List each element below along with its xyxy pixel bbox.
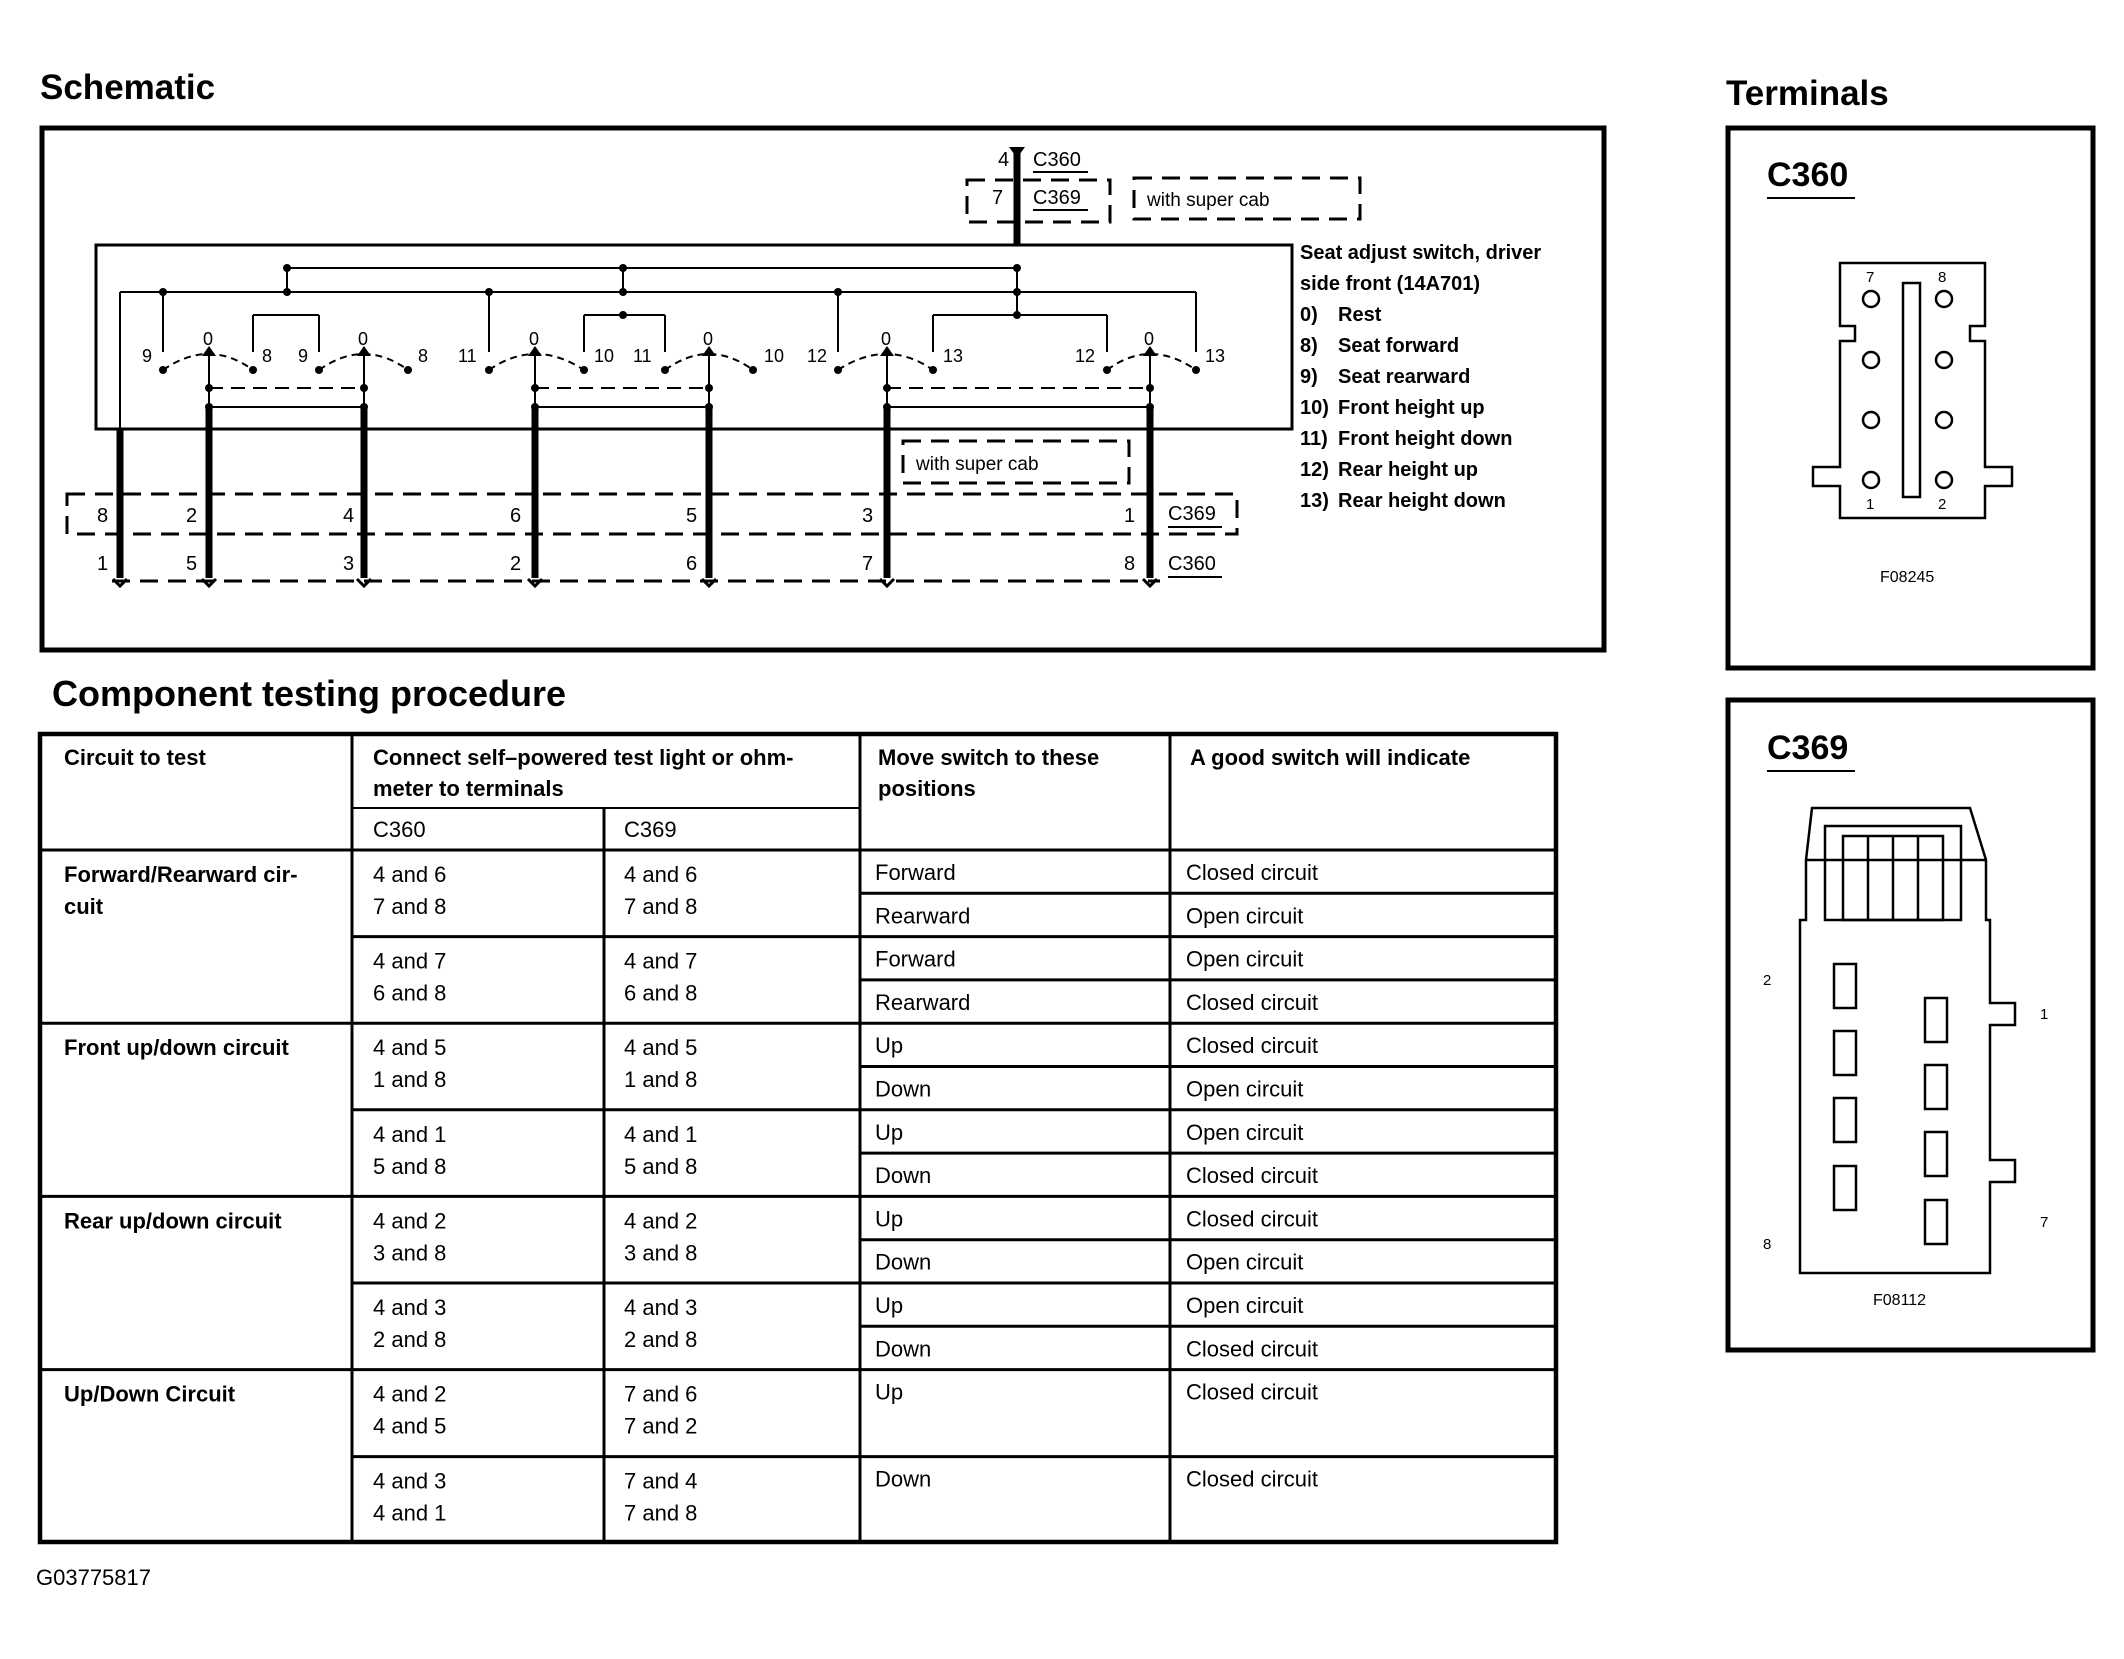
harness-wire	[202, 407, 216, 586]
c360-terminals: 4 and 1	[373, 1121, 447, 1147]
switch-label-right: 13	[943, 346, 964, 366]
switch-position: Up	[875, 1119, 904, 1145]
top-connector-c369	[967, 180, 1110, 222]
header-move: Move switch to these	[878, 745, 1100, 770]
switch-result: Closed circuit	[1186, 1033, 1319, 1059]
switch-position: Down	[875, 1249, 932, 1275]
position-label: Front height up	[1338, 397, 1485, 419]
super-cab-box-middle	[903, 441, 1129, 483]
c360-pin-1: 1	[1866, 496, 1875, 513]
c360-figure-id: F08245	[1880, 569, 1935, 586]
terminal-c369	[1728, 700, 2093, 1350]
switch-desc-line-1: Seat adjust switch, driver	[1300, 242, 1542, 264]
table-group	[64, 1206, 1556, 1361]
switch-position: Up	[875, 1206, 904, 1232]
top-c360-pin: 4	[998, 149, 1010, 171]
harness-wire	[357, 407, 371, 586]
c369-terminals: 4 and 3	[624, 1295, 698, 1320]
switch-position: Up	[875, 1379, 904, 1405]
c369-connector-outline	[1800, 808, 2015, 1273]
c360-terminals: 4 and 6	[373, 862, 447, 887]
switch-result: Closed circuit	[1186, 989, 1319, 1015]
switch-label-rest: 0	[203, 329, 214, 349]
circuit-name: Front up/down circuit	[64, 1035, 289, 1061]
table-row	[352, 1206, 1556, 1283]
c360-connector-outline	[1813, 263, 2012, 518]
switch-position: Down	[875, 1163, 932, 1189]
c360-terminals: 3 and 8	[373, 1240, 447, 1266]
c360-terminals: 4 and 5	[373, 1413, 447, 1439]
switch-result: Closed circuit	[1186, 1163, 1319, 1189]
switch-group	[633, 329, 784, 411]
position-number: 12)	[1300, 459, 1329, 481]
header-circuit: Circuit to test	[64, 745, 206, 770]
c360-row-pin: 8	[1124, 553, 1136, 575]
header-move: positions	[878, 776, 976, 801]
circuit-name: Rear up/down circuit	[64, 1208, 282, 1234]
switch-label-right: 10	[764, 346, 785, 366]
c369-terminals: 7 and 2	[624, 1413, 698, 1439]
c360-terminals: 4 and 1	[373, 1500, 447, 1526]
c360-row-pin: 1	[97, 553, 109, 575]
switch-result: Closed circuit	[1186, 1466, 1319, 1492]
terminals-title: Terminals	[1726, 74, 1889, 113]
schematic-title: Schematic	[40, 68, 216, 107]
c360-row-pin: 6	[686, 553, 698, 575]
switch-position: Rearward	[875, 903, 971, 929]
c360-row	[112, 553, 1222, 581]
switch-groups	[142, 329, 1225, 411]
table-row	[352, 1380, 1556, 1457]
c369-terminal-title: C369	[1767, 729, 1849, 767]
harness-wire	[528, 407, 542, 586]
switch-label-rest: 0	[1144, 329, 1155, 349]
position-label: Seat rearward	[1338, 366, 1471, 388]
c369-terminals: 4 and 7	[624, 948, 698, 974]
table-row	[352, 1033, 1556, 1110]
table-row	[373, 1467, 1318, 1526]
terminals-section	[1726, 74, 2093, 1350]
c369-row-pin: 1	[1124, 505, 1136, 527]
c360-terminals: 6 and 8	[373, 980, 447, 1006]
position-number: 13)	[1300, 490, 1329, 512]
top-c369-pin: 7	[992, 187, 1004, 209]
header-c360: C360	[373, 817, 426, 842]
c369-terminals: 4 and 5	[624, 1035, 698, 1061]
c360-terminals: 4 and 2	[373, 1208, 447, 1234]
c369-terminals: 4 and 1	[624, 1121, 698, 1147]
harness-wire	[113, 429, 127, 586]
c369-pin-2: 2	[1763, 972, 1772, 989]
c360-terminals: 4 and 7	[373, 948, 447, 974]
switch-label-left: 11	[633, 346, 652, 366]
harness-wire	[702, 407, 716, 586]
c369-pin-8: 8	[1763, 1236, 1772, 1253]
switch-position: Up	[875, 1293, 904, 1318]
c360-row-pin: 5	[186, 553, 198, 575]
c360-row-pin: 3	[343, 553, 355, 575]
c369-terminals: 7 and 4	[624, 1468, 698, 1494]
switch-label-rest: 0	[881, 329, 892, 349]
switch-bus	[120, 268, 1196, 570]
testing-section	[40, 673, 1556, 1542]
switch-group	[807, 329, 963, 411]
switch-result: Closed circuit	[1186, 1336, 1319, 1362]
table-group	[64, 860, 1556, 1015]
c369-row-pin: 8	[97, 505, 109, 527]
c360-terminals: 7 and 8	[373, 894, 447, 919]
position-label: Rear height down	[1338, 490, 1506, 512]
c369-terminals: 4 and 6	[624, 862, 698, 887]
switch-label-right: 8	[418, 346, 429, 366]
c369-pin-1: 1	[2040, 1006, 2049, 1023]
c369-row-pin: 6	[510, 505, 522, 527]
c369-terminals: 2 and 8	[624, 1327, 698, 1352]
switch-group	[1075, 329, 1225, 411]
table-group	[64, 1380, 1556, 1526]
c360-pin-7: 7	[1866, 269, 1875, 286]
table-row	[352, 860, 1556, 937]
switch-label-left: 9	[142, 346, 153, 366]
switch-description	[1300, 242, 1541, 295]
c360-terminals: 2 and 8	[373, 1327, 447, 1352]
c360-row-pin: 7	[862, 553, 874, 575]
harness-wires	[97, 407, 1157, 586]
table-row	[373, 1120, 1556, 1188]
c369-row-pin: 5	[686, 505, 698, 527]
c369-pin-7: 7	[2040, 1214, 2049, 1231]
test-table	[40, 734, 1556, 1542]
c369-terminals: 7 and 8	[624, 1500, 698, 1526]
c369-row	[67, 494, 1237, 534]
c369-figure-id: F08112	[1873, 1292, 1927, 1309]
switch-desc-line-2: side front (14A701)	[1300, 273, 1481, 295]
header-indicate: A good switch will indicate	[1190, 745, 1471, 770]
position-label: Front height down	[1338, 428, 1513, 450]
header-connect: meter to terminals	[373, 776, 564, 801]
table-row	[373, 947, 1556, 1015]
position-legend	[1300, 304, 1512, 512]
switch-position: Up	[875, 1033, 904, 1059]
position-number: 9)	[1300, 366, 1318, 388]
switch-result: Closed circuit	[1186, 860, 1319, 885]
position-label: Seat forward	[1338, 335, 1460, 357]
c369-row-label: C369	[1168, 503, 1216, 525]
switch-label-left: 12	[807, 346, 828, 366]
switch-body	[96, 245, 1292, 429]
circuit-name: cuit	[64, 894, 104, 919]
switch-position: Down	[875, 1076, 932, 1102]
schematic-section	[40, 68, 1604, 650]
c360-pin-holes	[1863, 291, 1952, 488]
switch-label-rest: 0	[703, 329, 714, 349]
header-connect: Connect self–powered test light or ohm-	[373, 745, 794, 770]
position-number: 10)	[1300, 397, 1329, 419]
position-number: 0)	[1300, 304, 1318, 326]
c360-terminals: 4 and 2	[373, 1381, 447, 1407]
testing-title: Component testing procedure	[52, 673, 567, 714]
switch-position: Down	[875, 1336, 932, 1362]
c360-pin-8: 8	[1938, 269, 1947, 286]
position-number: 11)	[1300, 428, 1328, 450]
c360-terminals: 1 and 8	[373, 1067, 447, 1093]
switch-group	[458, 329, 614, 411]
c360-row-label: C360	[1168, 553, 1216, 575]
top-c360-label: C360	[1033, 149, 1081, 171]
switch-result: Open circuit	[1186, 1293, 1304, 1318]
terminal-c360	[1728, 128, 2093, 668]
switch-result: Open circuit	[1186, 1076, 1304, 1102]
switch-position: Forward	[875, 860, 956, 885]
header-c369: C369	[624, 817, 677, 842]
switch-label-left: 12	[1075, 346, 1096, 366]
switch-label-right: 8	[262, 346, 273, 366]
switch-result: Open circuit	[1186, 946, 1304, 972]
c369-terminals: 4 and 2	[624, 1208, 698, 1234]
circuit-name: Up/Down Circuit	[64, 1381, 236, 1407]
table-frame	[40, 734, 1556, 1542]
c360-terminals: 4 and 3	[373, 1468, 447, 1494]
c369-row-pin: 3	[862, 505, 874, 527]
top-c369-label: C369	[1033, 187, 1081, 209]
c360-terminals: 4 and 5	[373, 1035, 447, 1061]
c369-terminals: 6 and 8	[624, 980, 698, 1006]
switch-label-left: 9	[298, 346, 309, 366]
c360-terminals: 4 and 3	[373, 1295, 447, 1320]
figure-id: G03775817	[36, 1565, 151, 1590]
harness-wire	[880, 407, 894, 586]
switch-label-rest: 0	[529, 329, 540, 349]
table-group	[64, 1033, 1556, 1188]
switch-label-right: 10	[594, 346, 615, 366]
switch-result: Open circuit	[1186, 903, 1304, 929]
super-cab-label-top: with super cab	[1147, 190, 1270, 211]
circuit-name: Forward/Rearward cir-	[64, 862, 298, 887]
c369-terminals: 3 and 8	[624, 1240, 698, 1266]
switch-result: Closed circuit	[1186, 1379, 1319, 1405]
position-label: Rest	[1338, 304, 1382, 326]
c369-terminals: 7 and 8	[624, 894, 698, 919]
c369-terminals: 7 and 6	[624, 1381, 698, 1407]
table-row	[373, 1293, 1556, 1361]
position-number: 8)	[1300, 335, 1318, 357]
c360-terminal-title: C360	[1767, 156, 1849, 194]
switch-position: Down	[875, 1466, 932, 1492]
switch-result: Open circuit	[1186, 1119, 1304, 1145]
switch-position: Forward	[875, 946, 956, 972]
c369-row-pin: 4	[343, 505, 355, 527]
c369-latch	[1806, 826, 1986, 920]
switch-group	[298, 329, 428, 411]
position-label: Rear height up	[1338, 459, 1479, 481]
harness-wire	[1143, 407, 1157, 586]
switch-result: Open circuit	[1186, 1249, 1304, 1275]
switch-label-right: 13	[1205, 346, 1226, 366]
c369-row-pin: 2	[186, 505, 198, 527]
c360-center-key	[1903, 283, 1920, 497]
c360-pin-2: 2	[1938, 496, 1947, 513]
switch-result: Closed circuit	[1186, 1206, 1319, 1232]
top-connector-c360	[998, 147, 1088, 172]
switch-label-left: 11	[458, 346, 477, 366]
c360-terminals: 5 and 8	[373, 1153, 447, 1179]
c369-pin-slots	[1834, 964, 1947, 1244]
c369-terminals: 5 and 8	[624, 1153, 698, 1179]
c369-terminals: 1 and 8	[624, 1067, 698, 1093]
super-cab-box-top	[1134, 178, 1360, 219]
super-cab-label-middle: with super cab	[916, 454, 1039, 475]
switch-label-rest: 0	[358, 329, 369, 349]
switch-position: Rearward	[875, 989, 971, 1015]
c360-row-pin: 2	[510, 553, 522, 575]
